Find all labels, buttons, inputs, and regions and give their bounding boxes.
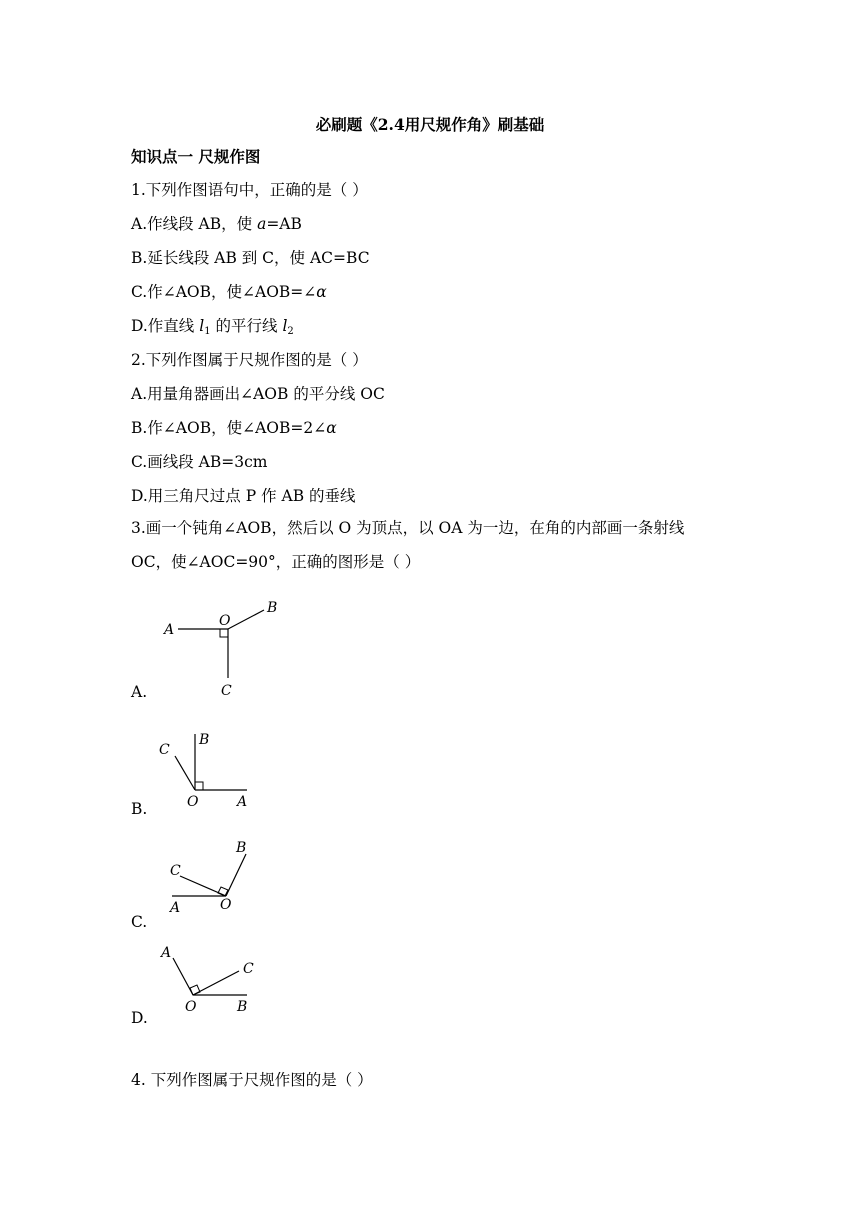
fig-d-label-c: C — [243, 961, 254, 977]
figure-a — [160, 594, 300, 704]
q1-option-b: B.延长线段 AB 到 C，使 AC=BC — [131, 249, 370, 267]
fig-b-label-o: O — [187, 794, 199, 810]
q2-option-d: D.用三角尺过点 P 作 AB 的垂线 — [131, 487, 356, 505]
fig-d-label-b: B — [237, 999, 248, 1015]
figure-c — [162, 838, 262, 918]
fig-c-label-c: C — [170, 863, 181, 879]
section-heading: 知识点一 尺规作图 — [131, 147, 261, 166]
q3-option-d-label: D. — [131, 1009, 148, 1027]
fig-a-label-o: O — [219, 613, 231, 629]
q2-option-c: C.画线段 AB=3cm — [131, 453, 268, 471]
q2-option-a: A.用量角器画出∠AOB 的平分线 OC — [131, 385, 385, 403]
fig-a-label-b: B — [267, 600, 278, 616]
figure-d — [155, 940, 270, 1020]
q2-stem: 2.下列作图属于尺规作图的是（ ） — [131, 351, 368, 369]
fig-c-label-o: O — [220, 897, 232, 913]
fig-a-label-a: A — [164, 622, 175, 638]
q4-stem: 4. 下列作图属于尺规作图的是（ ） — [131, 1071, 373, 1089]
fig-b-label-c: C — [159, 742, 170, 758]
fig-b-label-b: B — [199, 732, 210, 748]
q3-option-c-label: C. — [131, 913, 148, 931]
fig-b-label-a: A — [237, 794, 248, 810]
q1-option-a: A.作线段 AB，使 a=AB — [131, 215, 302, 233]
q1-stem: 1.下列作图语句中，正确的是（ ） — [131, 181, 368, 199]
page-title: 必刷题《2.4用尺规作角》刷基础 — [315, 115, 545, 134]
fig-d-label-a: A — [161, 945, 172, 961]
fig-c-label-b: B — [236, 840, 247, 856]
q3-stem-line1: 3.画一个钝角∠AOB，然后以 O 为顶点，以 OA 为一边，在角的内部画一条射线 — [131, 519, 685, 537]
q2-option-b: B.作∠AOB，使∠AOB=2∠α — [131, 419, 337, 437]
fig-c-label-a: A — [170, 900, 181, 916]
fig-a-label-c: C — [221, 683, 232, 699]
q3-stem-line2: OC，使∠AOC=90°，正确的图形是（ ） — [131, 553, 421, 571]
q1-option-c: C.作∠AOB，使∠AOB=∠α — [131, 283, 327, 301]
figure-b — [155, 728, 265, 810]
q3-option-a-label: A. — [131, 683, 148, 701]
q1-option-d: D.作直线 $l_1$ 的平行线 $l_2$ — [131, 317, 294, 337]
fig-d-label-o: O — [185, 999, 197, 1015]
q3-option-b-label: B. — [131, 800, 148, 818]
